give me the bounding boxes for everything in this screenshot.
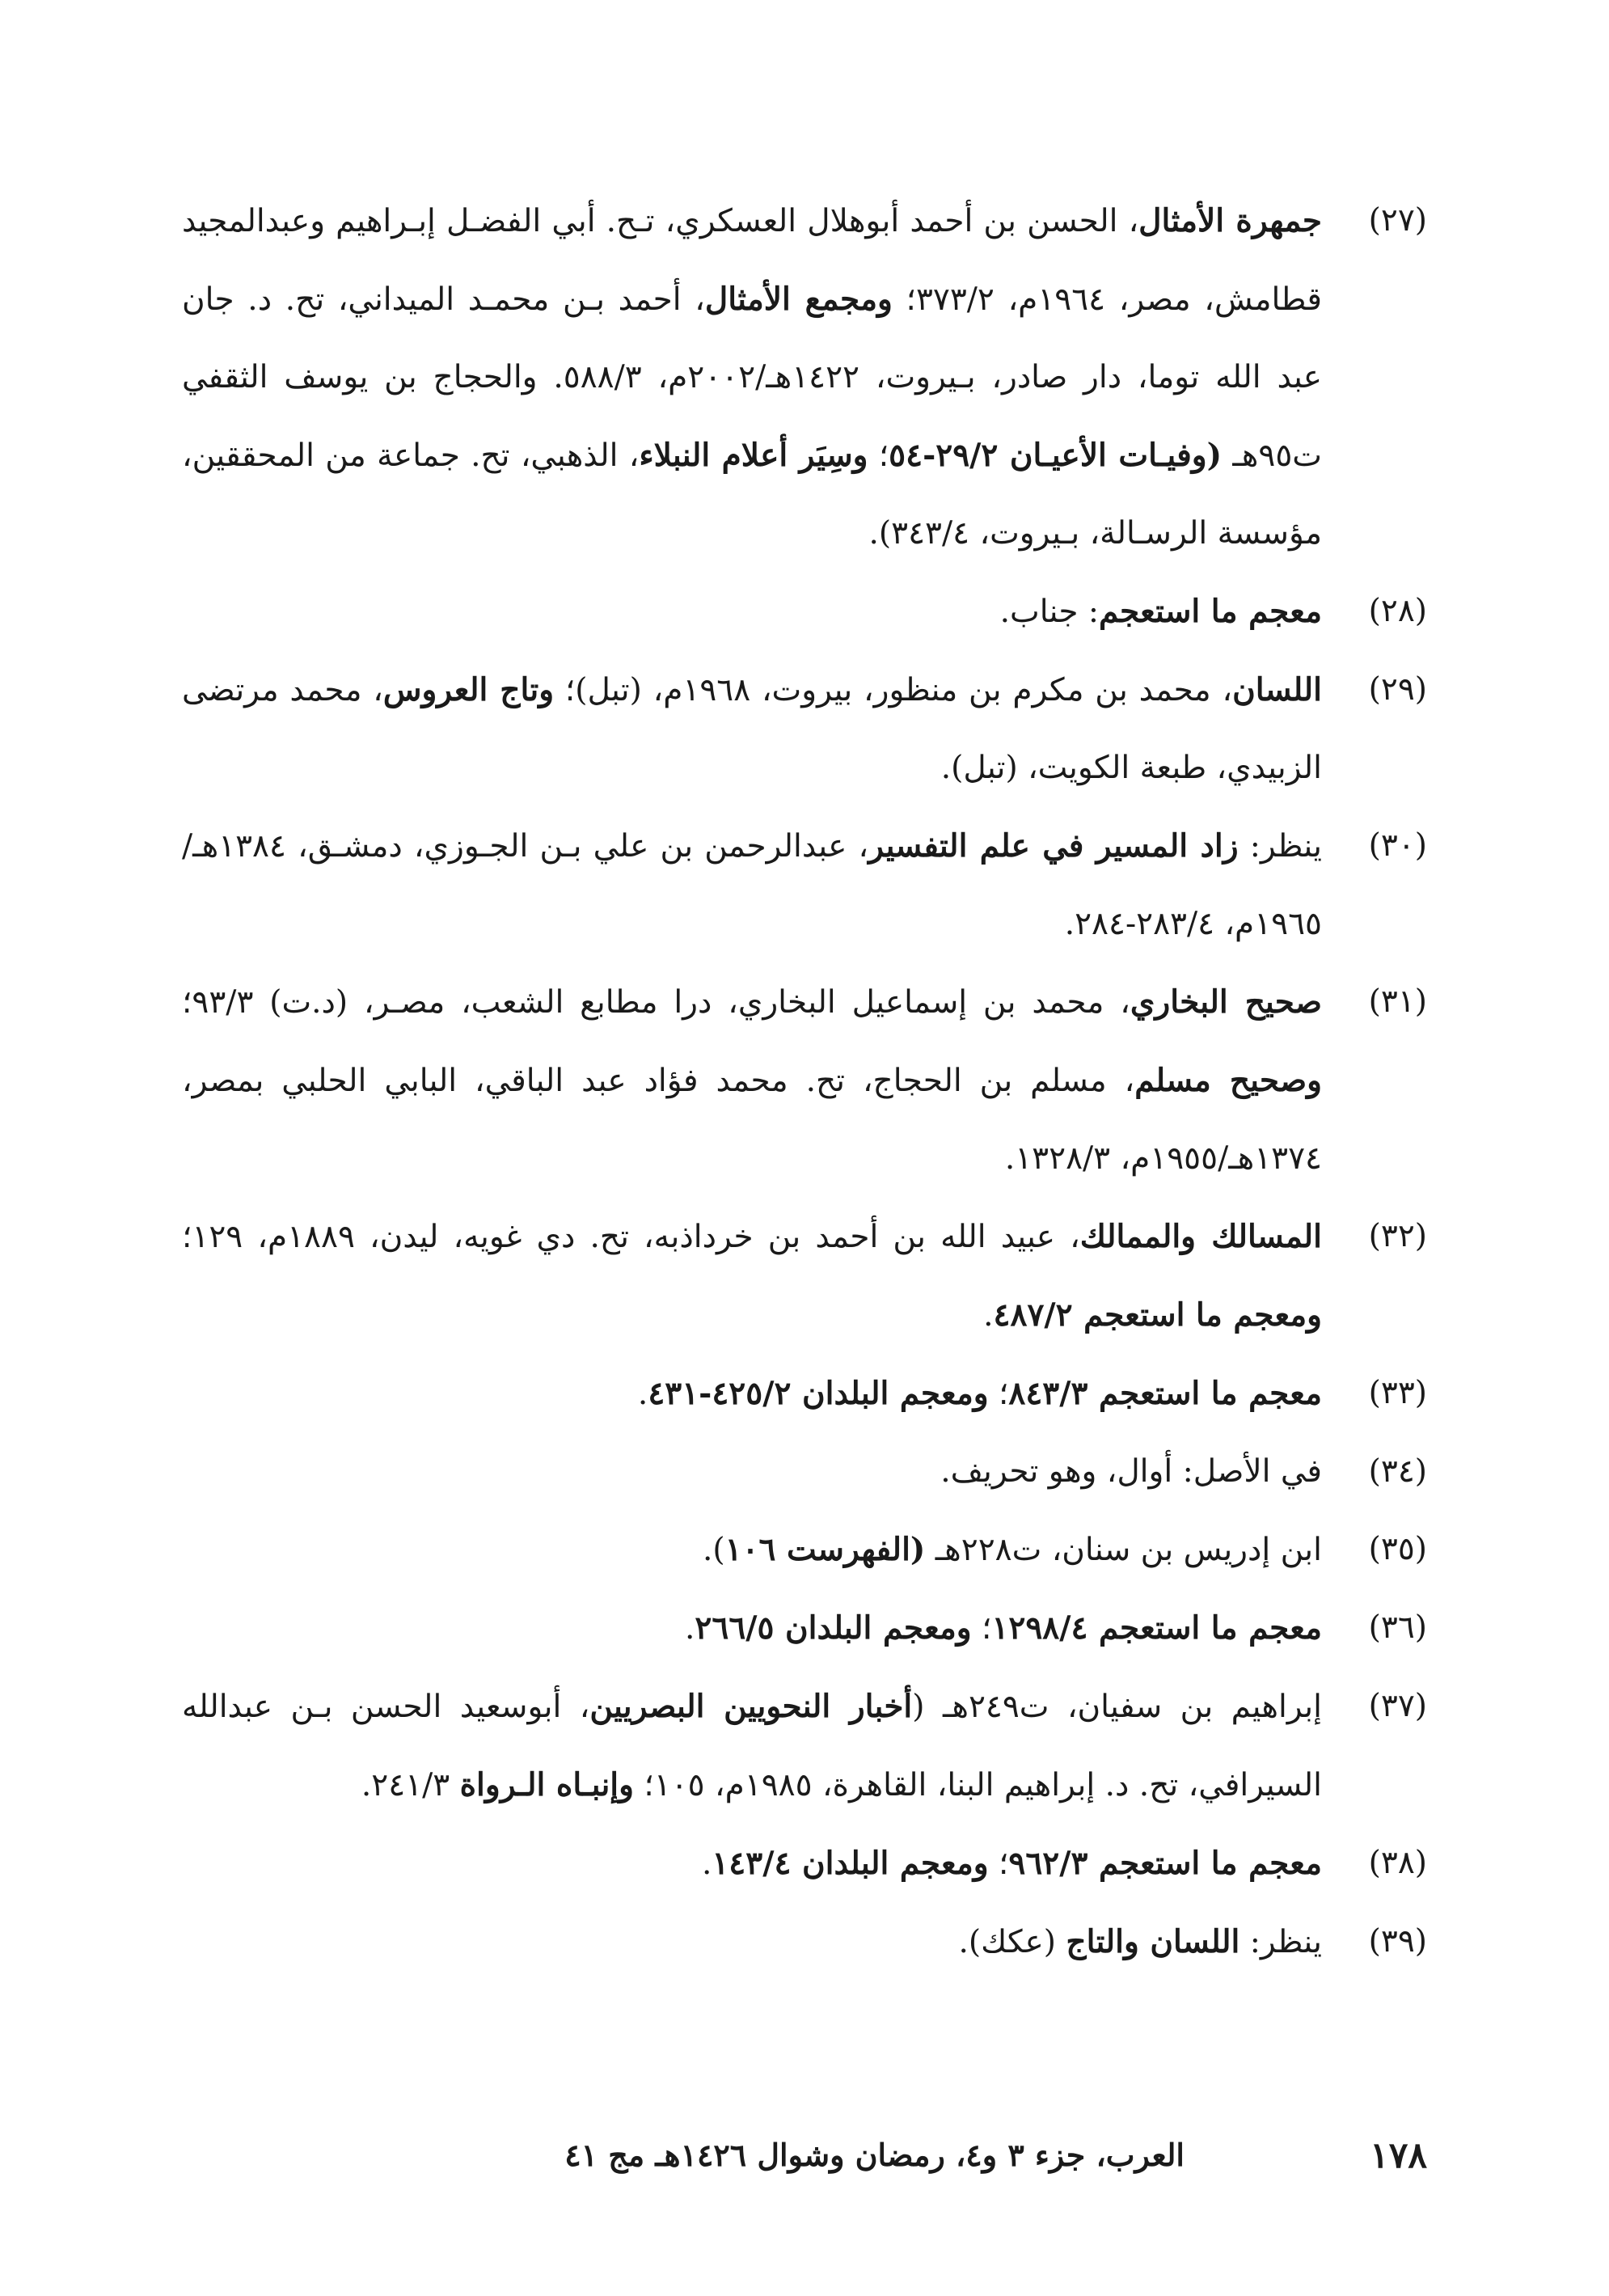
- footnote-number: (٣٠): [1368, 827, 1427, 864]
- source-title: وسِيَر أعلام النبلاء: [639, 437, 868, 474]
- footnote-number: (٣٣): [1368, 1375, 1427, 1411]
- footnote-text-run: ، محمد بن مكرم بن منظور، بيروت، ١٩٦٨م، (تبل)؛: [554, 672, 1233, 708]
- footnote-text: [940, 1453, 1322, 1490]
- footnote: [182, 1903, 1427, 1981]
- footnote-number: (٣٥): [1368, 1531, 1427, 1567]
- source-title: ومعجم ما استعجم ٤٨٧/٢: [993, 1296, 1322, 1334]
- footnote-number: (٣١): [1368, 983, 1427, 1020]
- source-title: زاد المسير في علم التفسير: [868, 827, 1239, 865]
- footnote-text-run: ، محمد مرتضى الزبيدي، طبعة الكويت، (تبل).: [182, 672, 1322, 786]
- source-title: ومعجم البلدان ١٤٣/٤: [712, 1845, 989, 1882]
- footnote-text-run: ، أحمد بـن محمـد الميداني، تح. د. جان عبد الله توما، دار صادر، بـيروت، ١٤٢٢هـ/٢٠٠٢م، ٥٨٨/٣. والحجاج بن يوسف الثقفي ت٩٥هـ: [182, 281, 1323, 474]
- footnote-text-run: .: [983, 1297, 994, 1334]
- footnote-number: (٢٧): [1368, 202, 1427, 239]
- footnote-number: (٢٩): [1368, 671, 1427, 708]
- footnote-number: (٣٨): [1368, 1845, 1427, 1881]
- source-title: معجم ما استعجم ٩٦٢/٣: [1008, 1845, 1322, 1882]
- source-title: اللسان والتاج: [1066, 1923, 1240, 1960]
- footnote: [182, 182, 1427, 573]
- footnote-text-run: ابن إدريس بن سنان، ت٢٢٨هـ: [925, 1532, 1322, 1568]
- footnote-number: (٣٤): [1368, 1453, 1427, 1490]
- footnote-text-run: ؛: [868, 438, 889, 474]
- source-title: (الفهرست ١٠٦: [724, 1531, 926, 1568]
- source-title: المسالك والممالك: [1079, 1218, 1322, 1255]
- footnote-number: (٢٨): [1368, 593, 1427, 629]
- footnote-text-run: ، مسلم بن الحجاج، تح. محمد فؤاد عبد الباقي، البابي الحلبي بمصر، ١٣٧٤هـ/١٩٥٥م، ١٣٢٨/٣.: [182, 1063, 1322, 1177]
- footnote: [182, 1668, 1427, 1825]
- footnote-text-run: .: [637, 1376, 648, 1412]
- footnote: [182, 1825, 1427, 1903]
- footnote-number: (٣٧): [1368, 1688, 1427, 1724]
- source-title: (وفيـات الأعيـان ٢٩/٢-٥٤: [889, 437, 1223, 474]
- footnote-number: (٣٩): [1368, 1923, 1427, 1960]
- footnote-text: [703, 1532, 1322, 1568]
- footnote-text-run: ، الحسن بن أحمد أبوهلال العسكري، تـح. أبي الفضـل إبـراهيم وعبدالمجيد قطامش، مصر، ١٩٦٤م، ٣٧٣/٢؛: [182, 203, 1322, 318]
- footnote: [182, 651, 1427, 807]
- source-title: جمهرة الأمثال: [1138, 202, 1323, 239]
- source-title: ومجمع الأمثال: [704, 281, 893, 318]
- footnotes-list: [182, 182, 1427, 1981]
- source-title: معجم ما استعجم: [1099, 593, 1322, 630]
- footnote-text-run: ، محمد بن إسماعيل البخاري، درا مطابع الشعب، مصـر، (د.ت) ٩٣/٣؛: [182, 984, 1130, 1021]
- footnote-text-run: .: [701, 1846, 712, 1882]
- source-title: معجم ما استعجم ١٢٩٨/٤: [991, 1609, 1322, 1647]
- footnote-text: [182, 984, 1322, 1177]
- footnote-text: [638, 1376, 1322, 1412]
- footnote-text: [182, 828, 1322, 942]
- footnote-text-run: ، الذهبي، تح. جماعة من المحققين، مؤسسة الرسـالة، بـيروت، ٣٤٣/٤).: [182, 438, 1322, 552]
- footnote-text: [685, 1610, 1322, 1647]
- footnote-text: [182, 1689, 1322, 1803]
- footnote-text-run: ينظر:: [1238, 828, 1323, 865]
- footnote-text-run: (عكك).: [958, 1924, 1066, 1960]
- footnote: [182, 573, 1427, 651]
- footnote-text: [959, 1924, 1322, 1960]
- footnote-text: [182, 1219, 1322, 1334]
- source-title: معجم ما استعجم ٨٤٣/٣: [1008, 1375, 1322, 1412]
- source-title: وإنبـاه الـرواة: [459, 1766, 634, 1803]
- footnote-text-run: ؛: [971, 1610, 992, 1647]
- footnote-text: [182, 672, 1322, 786]
- source-title: ومعجم البلدان ٢٦٦/٥: [695, 1609, 972, 1647]
- footnote-text-run: ، أبوسعيد الحسن بـن عبدالله السيرافي، تح. د. إبراهيم البنا، القاهرة، ١٩٨٥م، ١٠٥؛: [182, 1689, 1322, 1803]
- source-title: ومعجم البلدان ٤٢٥/٢-٤٣١: [648, 1375, 989, 1412]
- footnote: [182, 963, 1427, 1198]
- footnote: [182, 1433, 1427, 1511]
- footnote-text-run: ).: [702, 1532, 725, 1568]
- footnote-text-run: ، عبيد الله بن أحمد بن خرداذبه، تح. دي غويه، ليدن، ١٨٨٩م، ١٢٩؛: [182, 1219, 1080, 1255]
- footnote-number: (٣٦): [1368, 1609, 1427, 1646]
- source-title: أخبار النحويين البصريين: [589, 1688, 913, 1725]
- footnote: [182, 1511, 1427, 1589]
- footnote: [182, 1198, 1427, 1355]
- footnote: [182, 1355, 1427, 1433]
- footnote-text-run: في الأصل: أوال، وهو تحريف.: [940, 1453, 1322, 1490]
- footnote-text-run: ٢٤١/٣.: [361, 1767, 460, 1803]
- footnote-text-run: ، عبدالرحمن بن علي بـن الجـوزي، دمشـق، ١٣٨٤هـ/١٩٦٥م، ٢٨٣/٤-٢٨٤.: [182, 828, 1322, 942]
- footnote-text-run: ينظر:: [1239, 1924, 1322, 1960]
- footnote-text: [1000, 594, 1322, 630]
- footnote-text-run: .: [685, 1610, 695, 1647]
- page-footer: [182, 2135, 1427, 2184]
- source-title: وصحيح مسلم: [1134, 1062, 1322, 1099]
- footnote-text-run: إبراهيم بن سفيان، ت٢٤٩هـ (: [912, 1689, 1322, 1725]
- footnote-text-run: : جناب.: [999, 594, 1099, 630]
- footnote-text-run: ؛: [988, 1376, 1009, 1412]
- footnote-text-run: ؛: [988, 1846, 1009, 1882]
- footnote-text: [702, 1846, 1322, 1882]
- footnote-number: (٣٢): [1368, 1218, 1427, 1254]
- page-number: ١٧٨: [1370, 2135, 1427, 2176]
- source-title: اللسان: [1232, 671, 1323, 708]
- footnote: [182, 1589, 1427, 1668]
- footnote: [182, 807, 1427, 963]
- journal-info: العرب، جزء ٣ و٤، رمضان وشوال ١٤٢٦هـ مج ٤١: [564, 2137, 1185, 2173]
- source-title: صحيح البخاري: [1130, 983, 1322, 1021]
- footnote-text: [182, 203, 1322, 552]
- source-title: وتاج العروس: [382, 671, 555, 708]
